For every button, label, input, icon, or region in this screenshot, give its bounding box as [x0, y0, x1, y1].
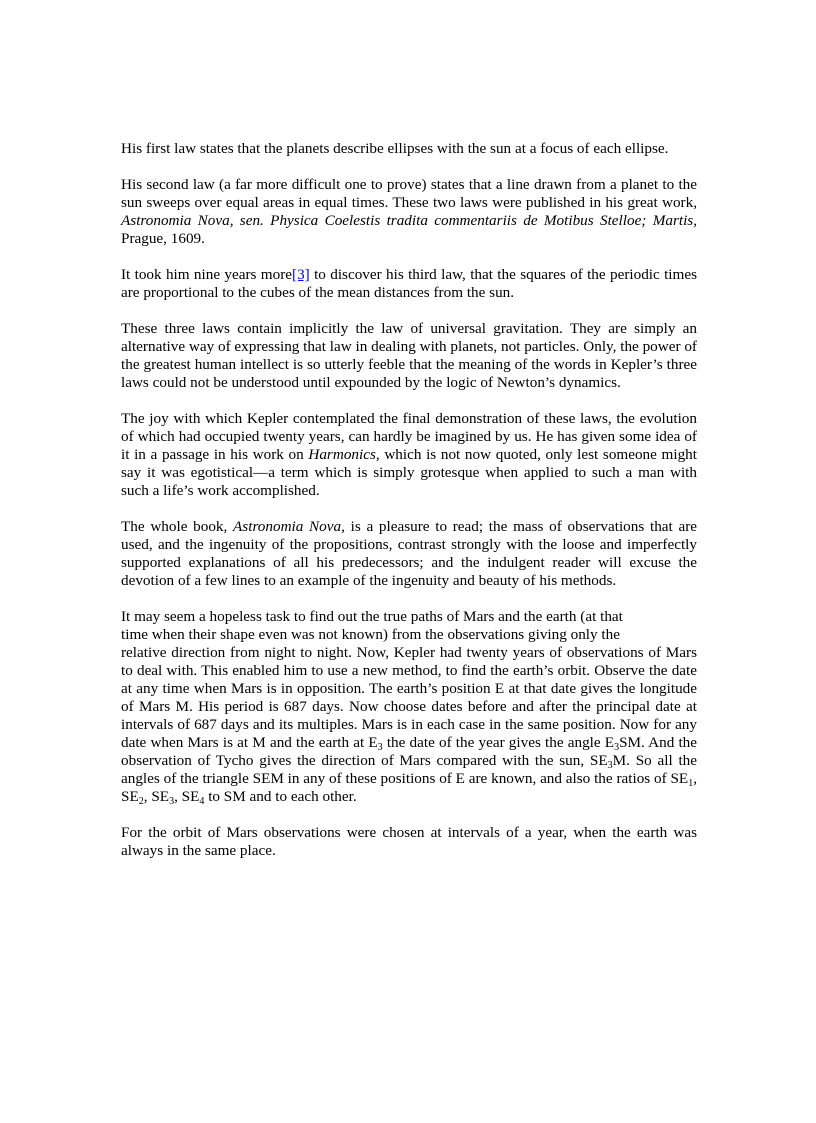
subscript: 3 [377, 742, 383, 753]
text-span: Now, Kepler had twenty years of observations of Mars to deal with. This enabled him to use a new method, to find the earth’s orbit. Observe the date at any time when Mars is in opposition. The earth’s position E at that date gives the longitude of Mars M. His period is 687 days. Now choose dates before and after the principal date at intervals of 687 days and its multiples. Mars is in each case in the same position. Now for any date when Mars is at M and the earth at E [121, 644, 697, 751]
book-title: Harmonics [308, 446, 376, 463]
text-span: , Prague, 1609. [121, 212, 697, 247]
text-span: to SM and to each other. [204, 788, 357, 805]
text-span: SM. And the observation of Tycho gives the direction of Mars compared with the sun, SE [121, 734, 698, 769]
text-span: It took him nine years more [121, 266, 293, 283]
paragraph-universal-gravitation: These three laws contain implicitly the law of universal gravitation. They are simply an alternative way of expressing that law in dealing with planets, not particles. Only, the power of the greatest human intellect is so utterly feeble that the meaning of the words in Kepler’s three laws could not be understood until expounded by the logic of Newton’s dynamics. [121, 320, 697, 391]
subscript: 4 [199, 796, 205, 807]
paragraph-mars-observations: For the orbit of Mars observations were chosen at intervals of a year, when the earth was always in the same place. [121, 824, 697, 859]
subscript: 3 [169, 796, 175, 807]
text-span: relative direction from night to night. [121, 644, 352, 661]
book-title: Astronomia Nova, sen. Physica Coelestis tradita commentariis de Motibus Stelloe; Martis [121, 212, 694, 229]
text-span: the date of the year gives the angle E [382, 734, 615, 751]
text-span: , is a pleasure to read; the mass of observations that are used, and the ingenuity of the propositions, contrast strongly with the loose and imperfectly supported explanations of all his predecessors; and the indulgent reader will excuse the devotion of a few lines to an example of the ingenuity and beauty of his methods. [121, 518, 698, 589]
paragraph-first-law: His first law states that the planets describe ellipses with the sun at a focus of each ellipse. [121, 140, 669, 157]
subscript: 1 [688, 778, 694, 789]
subscript: 3 [614, 742, 620, 753]
subscript: 2 [138, 796, 144, 807]
text-span: M. So all the angles of the triangle SEM in any of these positions of E are known, and also the ratios of SE [121, 752, 698, 787]
text-span: , SE [174, 788, 200, 805]
document-body [121, 140, 697, 878]
text-span: , SE [121, 770, 697, 805]
text-span: His second law (a far more difficult one to prove) states that a line drawn from a planet to the sun sweeps over equal areas in equal times. These two laws were published in his great work, [121, 176, 697, 211]
text-span: , SE [143, 788, 170, 805]
text-span: to discover his third law, that the squares of the periodic times are proportional to the cubes of the mean distances from the sun. [121, 266, 697, 301]
text-span: The whole book, [121, 518, 234, 535]
paragraph-astronomia-nova [121, 518, 697, 590]
paragraph-mars-orbit [121, 608, 697, 806]
subscript: 3 [607, 760, 613, 771]
mars-line-2: time when their shape even was not known) from the observations giving only the [121, 626, 620, 643]
book-title: Astronomia Nova [233, 518, 342, 535]
mars-body [121, 644, 697, 806]
text-span: , which is not now quoted, only lest someone might say it was egotistical—a term which is simply grotesque when applied to such a man with such a life’s work accomplished. [121, 446, 697, 499]
paragraph-kepler-joy [121, 410, 697, 500]
text-span: The joy with which Kepler contemplated the final demonstration of these laws, the evolution of which had occupied twenty years, can hardly be imagined by us. He has given some idea of it in a passage in his work on [121, 410, 697, 463]
footnote-link[interactable]: [3] [292, 266, 310, 283]
paragraph-second-law [121, 176, 697, 248]
paragraph-third-law [121, 266, 697, 302]
mars-line-1: It may seem a hopeless task to find out the true paths of Mars and the earth (at that [121, 608, 623, 625]
